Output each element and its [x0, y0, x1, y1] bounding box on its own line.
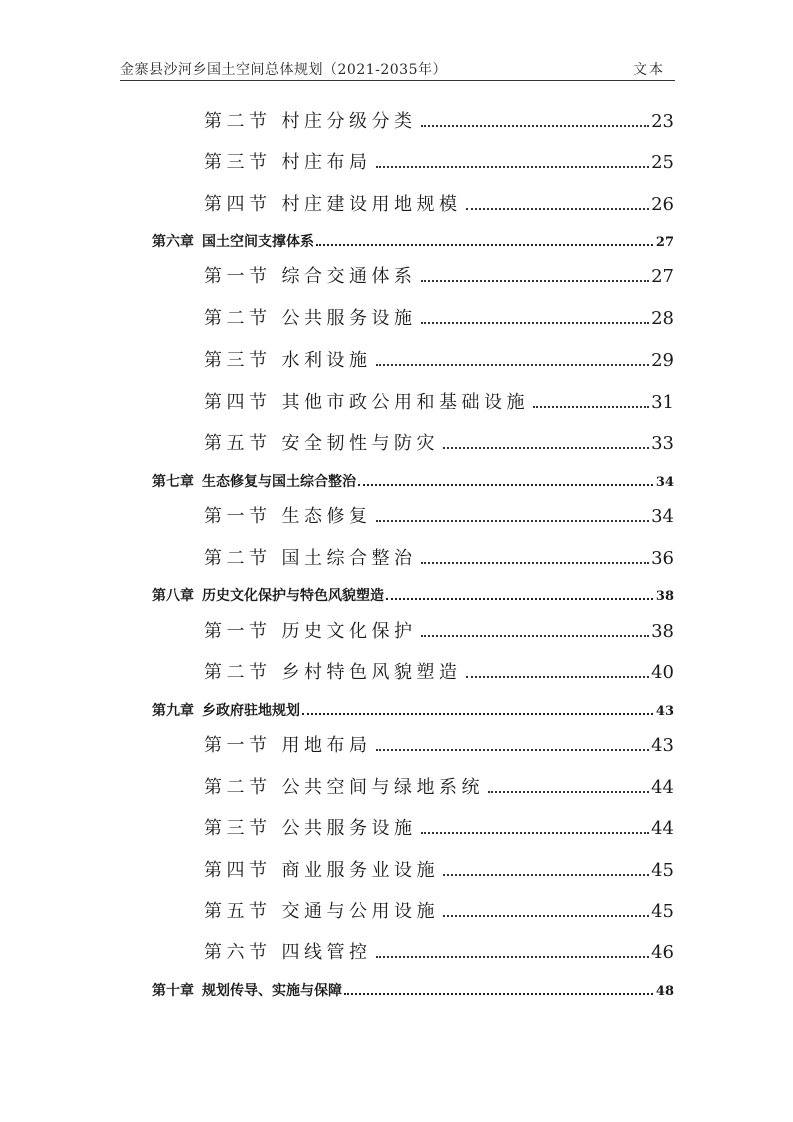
toc-entry-number: 第十章 [152, 983, 194, 999]
toc-entry-number: 第八章 [152, 588, 194, 604]
toc-entry-number: 第三节 [204, 818, 272, 839]
toc-entry-title: 公共服务设施 [281, 308, 417, 329]
toc-dot-leader [344, 993, 653, 995]
toc-dot-leader [376, 520, 650, 522]
toc-entry-page: 45 [651, 901, 674, 922]
toc-entry-number: 第一节 [204, 735, 272, 756]
toc-entry-number: 第四节 [204, 392, 272, 413]
toc-entry-number: 第一节 [204, 621, 272, 642]
toc-chapter-entry[interactable] [152, 471, 674, 491]
toc-dot-leader [533, 406, 649, 408]
toc-section-entry[interactable] [204, 617, 674, 643]
toc-entry-title: 村庄布局 [281, 152, 372, 173]
toc-entry-page: 26 [651, 194, 674, 215]
toc-entry-number: 第五节 [204, 433, 272, 454]
toc-section-entry[interactable] [204, 190, 674, 216]
toc-entry-page: 25 [651, 152, 674, 173]
toc-section-entry[interactable] [204, 773, 674, 799]
toc-dot-leader [316, 244, 653, 246]
toc-section-entry[interactable] [204, 731, 674, 757]
toc-dot-leader [376, 749, 650, 751]
toc-section-entry[interactable] [204, 148, 674, 174]
toc-section-entry[interactable] [204, 262, 674, 288]
toc-entry-page: 45 [651, 860, 674, 881]
toc-entry-page: 34 [651, 506, 674, 527]
toc-entry-page: 28 [651, 308, 674, 329]
toc-entry-title: 国土综合整治 [281, 548, 417, 569]
toc-entry-title: 村庄建设用地规模 [281, 194, 462, 215]
toc-entry-page: 43 [651, 735, 674, 756]
toc-entry-number: 第六节 [204, 942, 272, 963]
toc-section-entry[interactable] [204, 658, 674, 684]
toc-dot-leader [376, 364, 650, 366]
toc-entry-title: 生态修复 [281, 506, 372, 527]
toc-dot-leader [443, 915, 649, 917]
toc-entry-page: 44 [651, 818, 674, 839]
toc-dot-leader [386, 598, 653, 600]
toc-dot-leader [421, 322, 650, 324]
toc-entry-number: 第三节 [204, 350, 272, 371]
toc-entry-page: 38 [651, 621, 674, 642]
toc-entry-number: 第二节 [204, 777, 272, 798]
document-type: 文本 [633, 62, 665, 78]
toc-entry-title: 生态修复与国土综合整治 [202, 474, 356, 490]
toc-entry-title: 公共服务设施 [281, 818, 417, 839]
toc-section-entry[interactable] [204, 388, 674, 414]
toc-entry-number: 第一节 [204, 266, 272, 287]
toc-entry-title: 乡政府驻地规划 [202, 703, 300, 719]
toc-dot-leader [488, 791, 649, 793]
toc-section-entry[interactable] [204, 346, 674, 372]
page-header [120, 56, 675, 81]
toc-entry-title: 公共空间与绿地系统 [281, 777, 484, 798]
toc-entry-number: 第九章 [152, 703, 194, 719]
toc-entry-title: 综合交通体系 [281, 266, 417, 287]
toc-dot-leader [443, 447, 649, 449]
toc-dot-leader [376, 956, 650, 958]
toc-dot-leader [358, 484, 653, 486]
toc-dot-leader [421, 635, 650, 637]
toc-entry-page: 23 [651, 111, 674, 132]
toc-dot-leader [443, 874, 649, 876]
toc-entry-title: 其他市政公用和基础设施 [281, 392, 529, 413]
toc-entry-title: 交通与公用设施 [281, 901, 439, 922]
toc-section-entry[interactable] [204, 544, 674, 570]
toc-chapter-entry[interactable] [152, 700, 674, 720]
toc-section-entry[interactable] [204, 429, 674, 455]
toc-chapter-entry[interactable] [152, 585, 674, 605]
toc-entry-page: 44 [651, 777, 674, 798]
toc-section-entry[interactable] [204, 502, 674, 528]
toc-entry-page: 43 [655, 704, 674, 719]
toc-entry-page: 27 [655, 235, 674, 250]
toc-section-entry[interactable] [204, 814, 674, 840]
toc-entry-number: 第四节 [204, 194, 272, 215]
toc-entry-number: 第二节 [204, 548, 272, 569]
toc-entry-number: 第三节 [204, 152, 272, 173]
toc-entry-title: 历史文化保护与特色风貌塑造 [202, 588, 384, 604]
document-title: 金寨县沙河乡国土空间总体规划（2021-2035年） [120, 62, 447, 78]
toc-entry-number: 第二节 [204, 308, 272, 329]
toc-entry-page: 40 [651, 662, 674, 683]
toc-entry-page: 29 [651, 350, 674, 371]
toc-entry-title: 水利设施 [281, 350, 372, 371]
toc-entry-number: 第一节 [204, 506, 272, 527]
toc-dot-leader [421, 280, 650, 282]
toc-entry-page: 27 [651, 266, 674, 287]
toc-dot-leader [421, 125, 650, 127]
toc-section-entry[interactable] [204, 938, 674, 964]
toc-section-entry[interactable] [204, 107, 674, 133]
toc-dot-leader [466, 676, 650, 678]
toc-entry-page: 34 [655, 475, 674, 490]
toc-dot-leader [466, 208, 650, 210]
toc-entry-page: 48 [655, 984, 674, 999]
toc-entry-title: 村庄分级分类 [281, 111, 417, 132]
toc-entry-number: 第五节 [204, 901, 272, 922]
toc-entry-page: 33 [651, 433, 674, 454]
toc-chapter-entry[interactable] [152, 980, 674, 1000]
toc-dot-leader [421, 832, 650, 834]
toc-entry-title: 安全韧性与防灾 [281, 433, 439, 454]
toc-entry-page: 38 [655, 589, 674, 604]
toc-entry-title: 规划传导、实施与保障 [202, 983, 342, 999]
toc-entry-page: 36 [651, 548, 674, 569]
toc-entry-title: 用地布局 [281, 735, 372, 756]
toc-section-entry[interactable] [204, 897, 674, 923]
toc-entry-number: 第七章 [152, 474, 194, 490]
toc-dot-leader [302, 713, 653, 715]
toc-entry-number: 第四节 [204, 860, 272, 881]
toc-entry-title: 历史文化保护 [281, 621, 417, 642]
toc-entry-title: 商业服务业设施 [281, 860, 439, 881]
toc-entry-title: 乡村特色风貌塑造 [281, 662, 462, 683]
toc-entry-title: 国土空间支撑体系 [202, 234, 314, 250]
toc-entry-title: 四线管控 [281, 942, 372, 963]
toc-entry-number: 第二节 [204, 111, 272, 132]
toc-dot-leader [421, 562, 650, 564]
toc-entry-page: 46 [651, 942, 674, 963]
toc-section-entry[interactable] [204, 856, 674, 882]
toc-section-entry[interactable] [204, 304, 674, 330]
toc-entry-number: 第二节 [204, 662, 272, 683]
toc-chapter-entry[interactable] [152, 231, 674, 251]
toc-dot-leader [376, 166, 650, 168]
toc-entry-page: 31 [651, 392, 674, 413]
toc-entry-number: 第六章 [152, 234, 194, 250]
